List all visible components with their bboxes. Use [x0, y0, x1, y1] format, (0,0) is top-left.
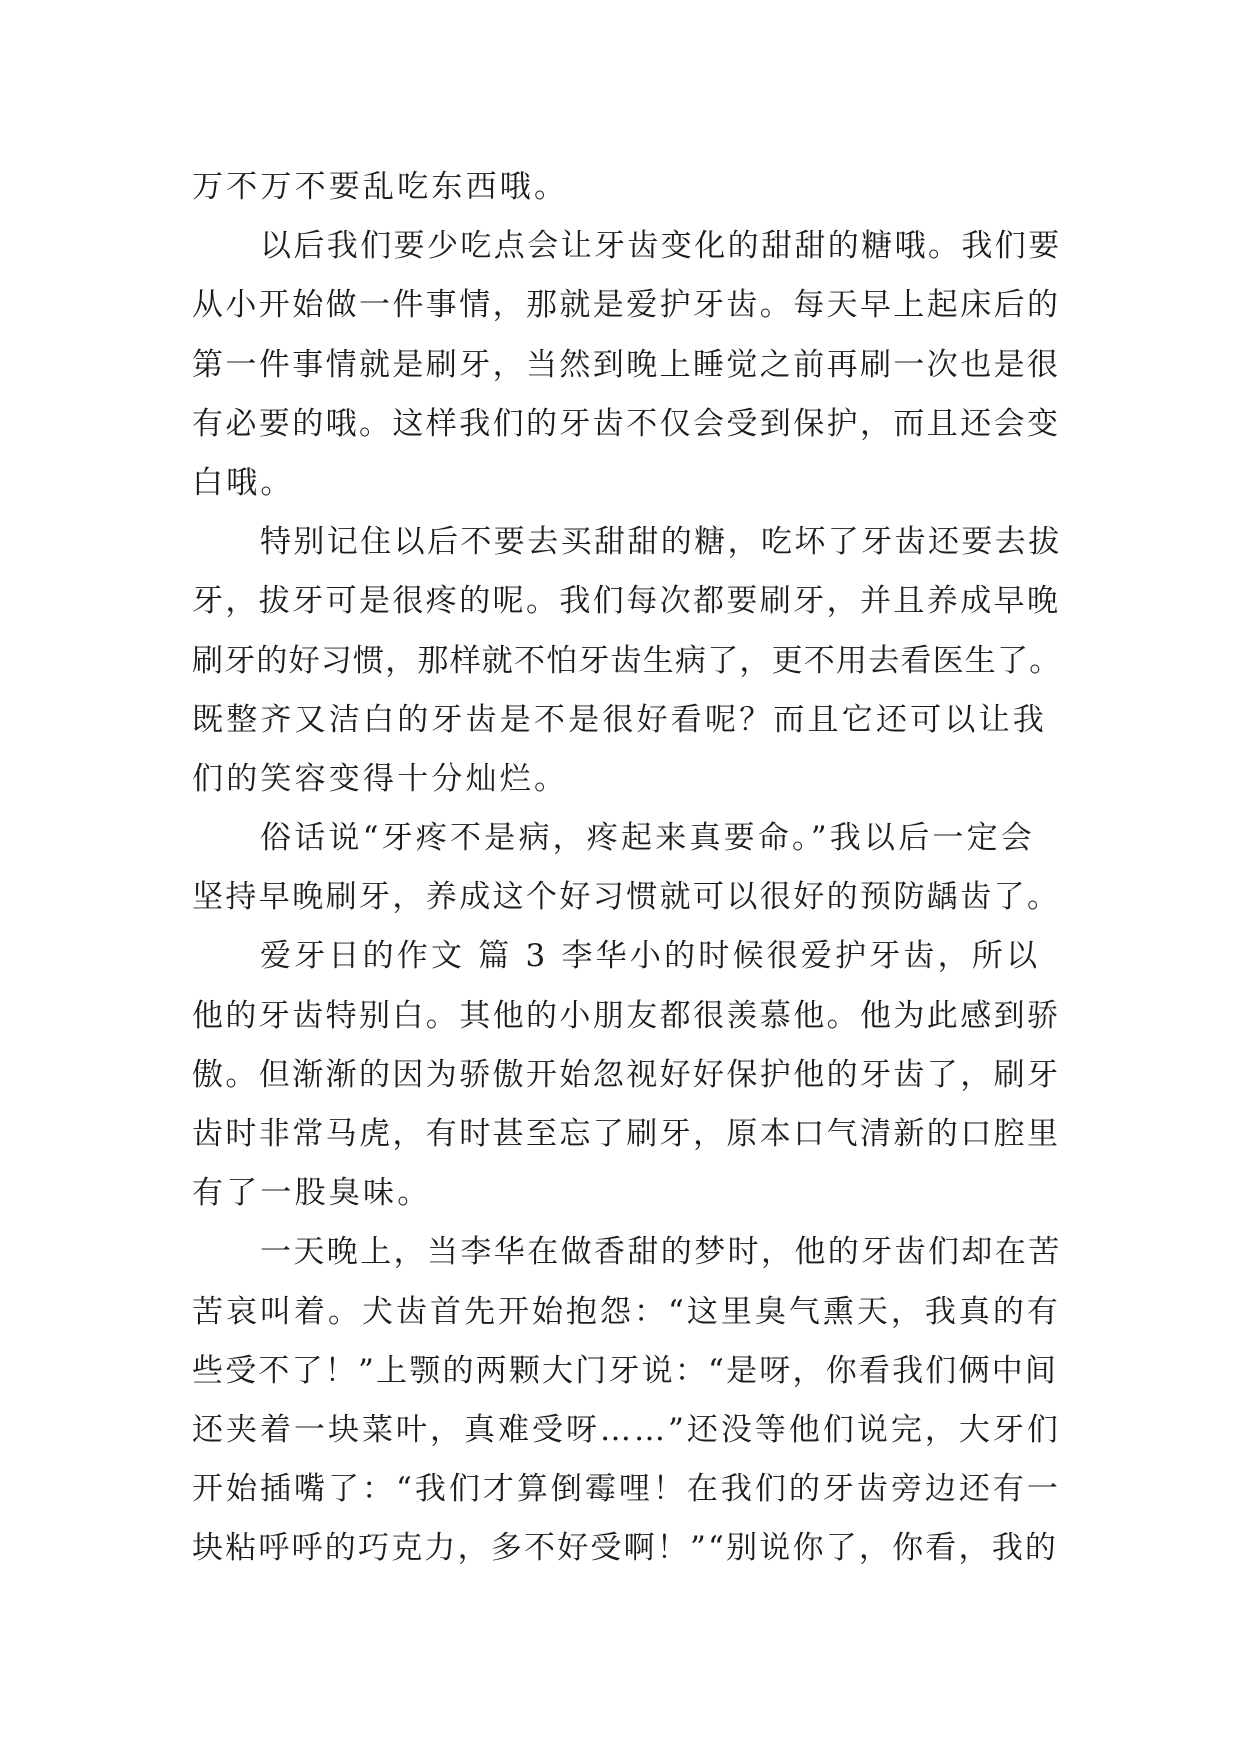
text-line: 白哦。: [192, 464, 295, 501]
text-line: 刷牙的好习惯，那样就不怕牙齿生病了，更不用去看医生了。: [192, 642, 1062, 679]
text-line: 以后我们要少吃点会让牙齿变化的甜甜的糖哦。我们要: [260, 228, 1062, 265]
text-line: 一天晚上，当李华在做香甜的梦时，他的牙齿们却在苦: [260, 1234, 1062, 1271]
text-line: 们的笑容变得十分灿烂。: [192, 760, 569, 797]
text-line: 开始插嘴了：“我们才算倒霉哩！在我们的牙齿旁边还有一: [192, 1471, 1061, 1508]
text-line: 万不万不要乱吃东西哦。: [192, 169, 569, 205]
text-line: 特别记住以后不要去买甜甜的糖，吃坏了牙齿还要去拔: [260, 524, 1062, 561]
text-line: 从小开始做一件事情，那就是爱护牙齿。每天早上起床后的: [192, 287, 1061, 324]
text-line: 还夹着一块菜叶，真难受呀……”还没等他们说完，大牙们: [192, 1411, 1061, 1448]
text-line: 牙，拔牙可是很疼的呢。我们每次都要刷牙，并且养成早晚: [192, 583, 1061, 620]
text-line: 苦哀叫着。犬齿首先开始抱怨：“这里臭气熏天，我真的有: [192, 1293, 1061, 1330]
text-line: 些受不了！”上颚的两颗大门牙说：“是呀，你看我们俩中间: [192, 1352, 1059, 1389]
text-line: 俗话说“牙疼不是病，疼起来真要命。”我以后一定会: [260, 820, 1035, 857]
text-line: 块粘呼呼的巧克力，多不好受啊！”“别说你了，你看，我的: [192, 1530, 1059, 1567]
text-line: 齿时非常马虎，有时甚至忘了刷牙，原本口气清新的口腔里: [192, 1116, 1061, 1152]
text-line: 第一件事情就是刷牙，当然到晚上睡觉之前再刷一次也是很: [192, 346, 1061, 383]
text-line: 坚持早晚刷牙，养成这个好习惯就可以很好的预防龋齿了。: [192, 879, 1061, 916]
document-body: [192, 158, 1062, 1579]
text-line: 有必要的哦。这样我们的牙齿不仅会受到保护，而且还会变: [192, 405, 1061, 442]
text-line: 有了一股臭味。: [192, 1175, 432, 1212]
text-line: 他的牙齿特别白。其他的小朋友都很羡慕他。他为此感到骄: [192, 997, 1061, 1034]
text-line: 爱牙日的作文 篇 3 李华小的时候很爱护牙齿，所以: [260, 938, 1041, 975]
text-line: 傲。但渐渐的因为骄傲开始忽视好好保护他的牙齿了，刷牙: [192, 1056, 1061, 1093]
text-line: 既整齐又洁白的牙齿是不是很好看呢？而且它还可以让我: [192, 701, 1047, 738]
